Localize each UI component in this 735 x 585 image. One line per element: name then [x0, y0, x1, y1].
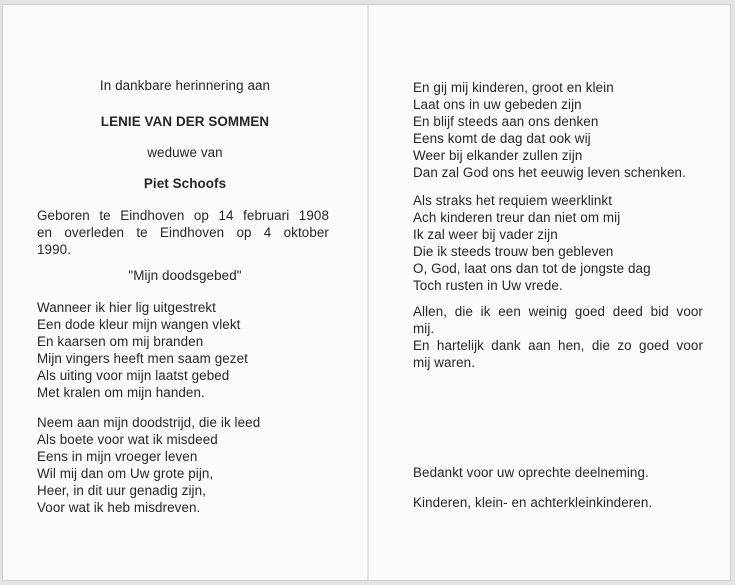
deceased-name: LENIE VAN DER SOMMEN: [100, 114, 270, 129]
card-fold: [367, 5, 369, 580]
poem-title: "Mijn doodsgebed": [128, 268, 242, 283]
poem-line: En kaarsen om mij branden: [37, 334, 204, 349]
poem-line: Ik zal weer bij vader zijn: [413, 227, 558, 242]
family-signature: Kinderen, klein- en achterkleinkinderen.: [413, 495, 653, 510]
poem-line: Wil mij dan om Uw grote pijn,: [37, 466, 214, 481]
poem-line: En blijf steeds aan ons denken: [413, 114, 599, 129]
poem-line: Toch rusten in Uw vrede.: [413, 278, 563, 293]
poem-line: Als boete voor wat ik misdeed: [37, 432, 218, 447]
prayer-line: mij.: [413, 321, 435, 336]
poem-line: Eens komt de dag dat ook wij: [413, 131, 591, 146]
poem-line: Dan zal God ons het eeuwig leven schenken.: [413, 165, 686, 180]
spouse-name: Piet Schoofs: [143, 176, 227, 191]
thanks-text: Bedankt voor uw oprechte deelneming.: [413, 465, 649, 480]
prayer-line: En hartelijk dank aan hen, die zo goed voor: [413, 338, 703, 353]
poem-line: Eens in mijn vroeger leven: [37, 449, 198, 464]
birth-line-3: 1990.: [37, 242, 72, 257]
poem-line: Weer bij elkander zullen zijn: [413, 148, 583, 163]
prayer-line: Allen, die ik een weinig goed deed bid voor: [413, 304, 703, 319]
poem-line: O, God, laat ons dan tot de jongste dag: [413, 261, 651, 276]
poem-line: Wanneer ik hier lig uitgestrekt: [37, 300, 216, 315]
birth-line-1: Geboren te Eindhoven op 14 februari 1908: [37, 208, 329, 223]
poem-line: Als straks het requiem weerklinkt: [413, 193, 613, 208]
poem-line: Ach kinderen treur dan niet om mij: [413, 210, 621, 225]
relation-text: weduwe van: [147, 145, 223, 160]
memorial-card: [2, 4, 731, 581]
poem-line: Voor wat ik heb misdreven.: [37, 500, 201, 515]
poem-line: Neem aan mijn doodstrijd, die ik leed: [37, 415, 261, 430]
poem-line: Als uiting voor mijn laatst gebed: [37, 368, 230, 383]
poem-line: Die ik steeds trouw ben gebleven: [413, 244, 614, 259]
poem-line: Laat ons in uw gebeden zijn: [413, 97, 582, 112]
poem-line: Met kralen om mijn handen.: [37, 385, 205, 400]
poem-line: Mijn vingers heeft men saam gezet: [37, 351, 248, 366]
poem-line: Een dode kleur mijn wangen vlekt: [37, 317, 241, 332]
birth-line-2: en overleden te Eindhoven op 4 oktober: [37, 225, 329, 240]
poem-line: En gij mij kinderen, groot en klein: [413, 80, 614, 95]
poem-line: Heer, in dit uur genadig zijn,: [37, 483, 206, 498]
intro-text: In dankbare herinnering aan: [99, 78, 271, 93]
prayer-line: mij waren.: [413, 355, 476, 370]
